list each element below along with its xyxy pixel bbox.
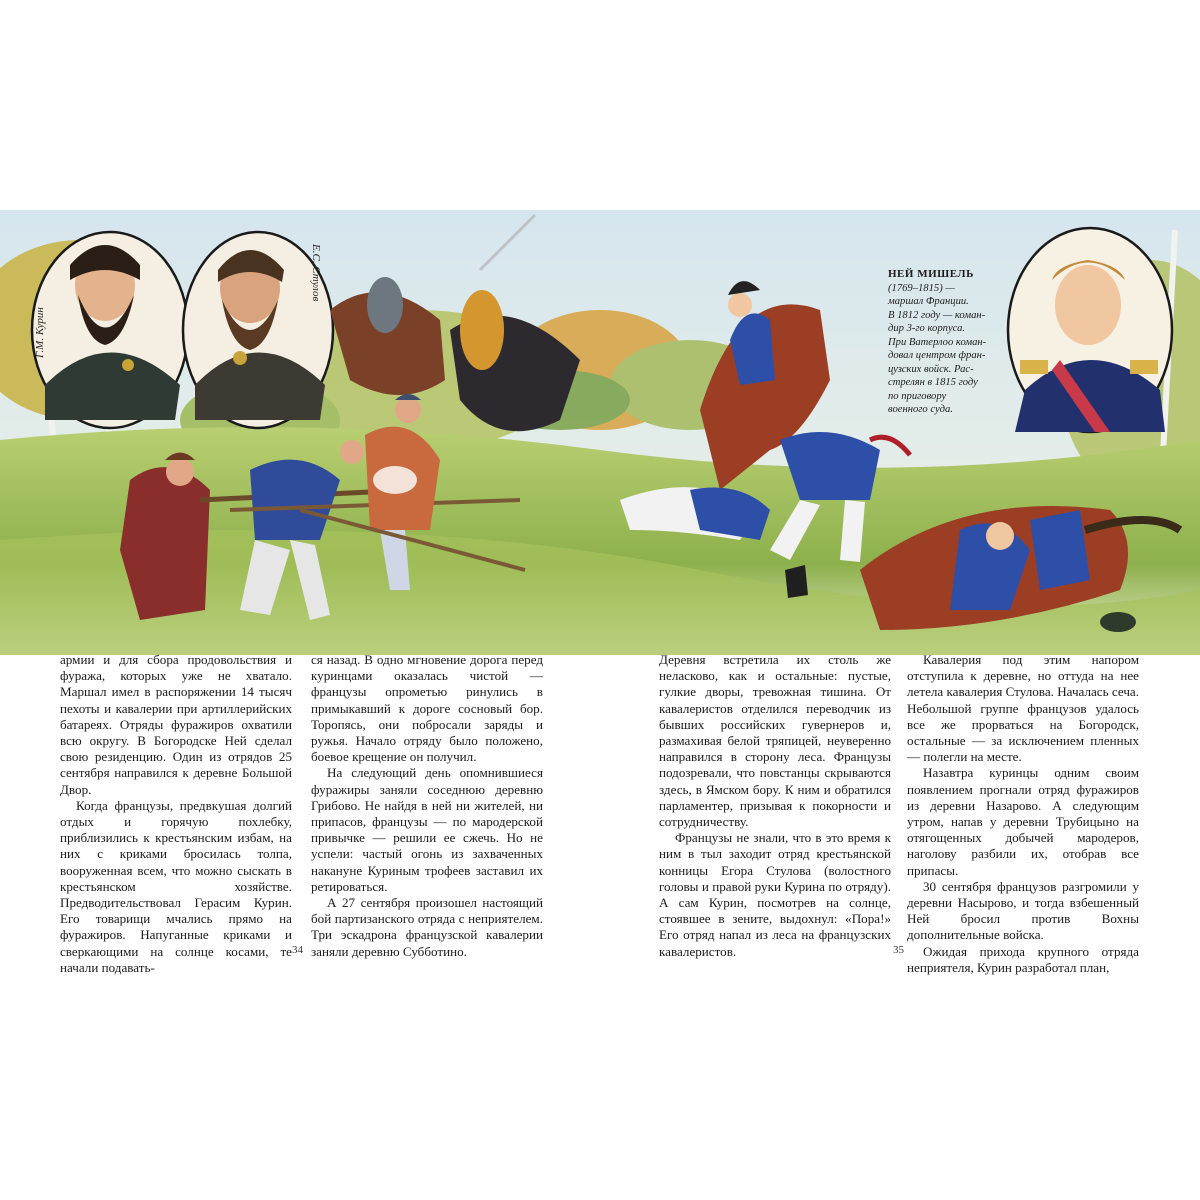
ney-line: дир 3-го корпуса. [888, 323, 966, 334]
caption-stulov: Е.С. Стулов [310, 244, 322, 302]
text-column-3 [659, 652, 891, 960]
ney-line: стрелян в 1815 году [888, 377, 978, 388]
portrait-ney [1008, 228, 1172, 432]
ney-name: НЕЙ МИШЕЛЬ [888, 268, 974, 280]
ney-line: При Ватерлоо коман- [888, 336, 987, 348]
paragraph: Назавтра куринцы одним своим появлением прогнали отряд фуражиров из деревни Назарово. А следующим утром, напав у деревни Трубицыно на отягощенных добычей мародеров, наголову разбили их, отобрав все припасы. [907, 765, 1139, 878]
caption-kurin: Г.М. Курин [34, 307, 46, 358]
page-number-right: 35 [893, 944, 904, 956]
paragraph: Ожидая прихода крупного отряда неприятеля, Курин разработал план, [907, 943, 1139, 975]
paragraph: Французы не знали, что в это время к ним в тыл заходит отряд крестьянской конницы Егора Стулова (волостного головы и правой руки Курина по отряду). А сам Курин, посмотрев на солнце, стоявшее в зените, выдохнул: «Пора!» Его отряд напал из леса на французских кавалеристов. [659, 830, 891, 959]
paragraph: 30 сентября французов разгромили у деревни Насырово, и тогда взбешенный Ней бросил против Вохны дополнительные войска. [907, 878, 1139, 943]
page-number-left: 34 [292, 944, 303, 956]
paragraph: Кавалерия под этим напором отступила к деревне, но оттуда на нее летела кавалерия Стулова. Началась сеча. Небольшой группе французов удалось все же прорваться на Богородск, остальные — за исключением пленных — полегли на месте. [907, 652, 1139, 765]
ney-line: В 1812 году — коман- [888, 309, 986, 321]
ney-line: по приговору [888, 390, 947, 402]
paragraph: Когда французы, предвкушая долгий отдых и горячую похлебку, приблизились к крестьянским избам, на них с криками бросилась толпа, вооруженная всем, что можно сыскать в крестьянском хозяйстве. Предводительствовал Герасим Курин. Его товарищи мчались прямо на фуражиров. Напуганные криками и сверкающими на солнце косами, те начали подавать- [60, 797, 292, 975]
ney-line: военного суда. [888, 404, 953, 415]
text-column-1 [60, 652, 292, 976]
paragraph: ся назад. В одно мгновение дорога перед куринцами оказалась чистой — французы опрометью ринулись в примыкавший к дороге сосновый бор. Торопясь, они побросали заряды и ружья. Начало отряду было положено, боевое крещение он получил. [311, 652, 543, 765]
paragraph: Деревня встретила их столь же неласково, как и остальные: пустые, гулкие дворы, тревожная тишина. От кавалеристов отделился переводчик из бывших российских гувернеров и, размахивая белой тряпицей, неуверенно направился в сторону леса. Французы подозревали, что повстанцы скрываются здесь, в Ямском бору. К ним и обратился парламентер, призывая к покорности и сотрудничеству. [659, 652, 891, 830]
ney-caption [888, 268, 992, 417]
text-column-2 [311, 652, 543, 960]
ney-line: цузских войск. Рас- [888, 363, 974, 375]
portrait-kurin [32, 232, 188, 428]
paragraph: А 27 сентября произошел настоящий бой партизанского отряда с неприятелем. Три эскадрона французской кавалерии заняли деревню Субботино. [311, 895, 543, 959]
ney-line: маршал Франции. [888, 296, 969, 307]
battle-illustration [0, 210, 1200, 655]
text-column-4 [907, 652, 1139, 976]
ney-line: довал центром фран- [888, 350, 986, 361]
paragraph: На следующий день опомнившиеся фуражиры заняли соседнюю деревню Грибово. Не найдя в ней ни жителей, ни припасов, французы — по мародерской привычке — решили ее сжечь. Но не успели: частый огонь из захваченных накануне Куриным трофеев заставил их ретироваться. [311, 765, 543, 894]
ney-line: (1769–1815) — [888, 282, 955, 294]
paragraph: армии и для сбора продовольствия и фуража, которых уже не хватало. Маршал имел в распоряжении 14 тысяч пехоты и кавалерии при артиллерийских батареях. Отряды фуражиров охватили всю округу. В Богородске Ней сделал свою резиденцию. Один из отрядов 25 сентября направился к деревне Большой Двор. [60, 652, 292, 797]
